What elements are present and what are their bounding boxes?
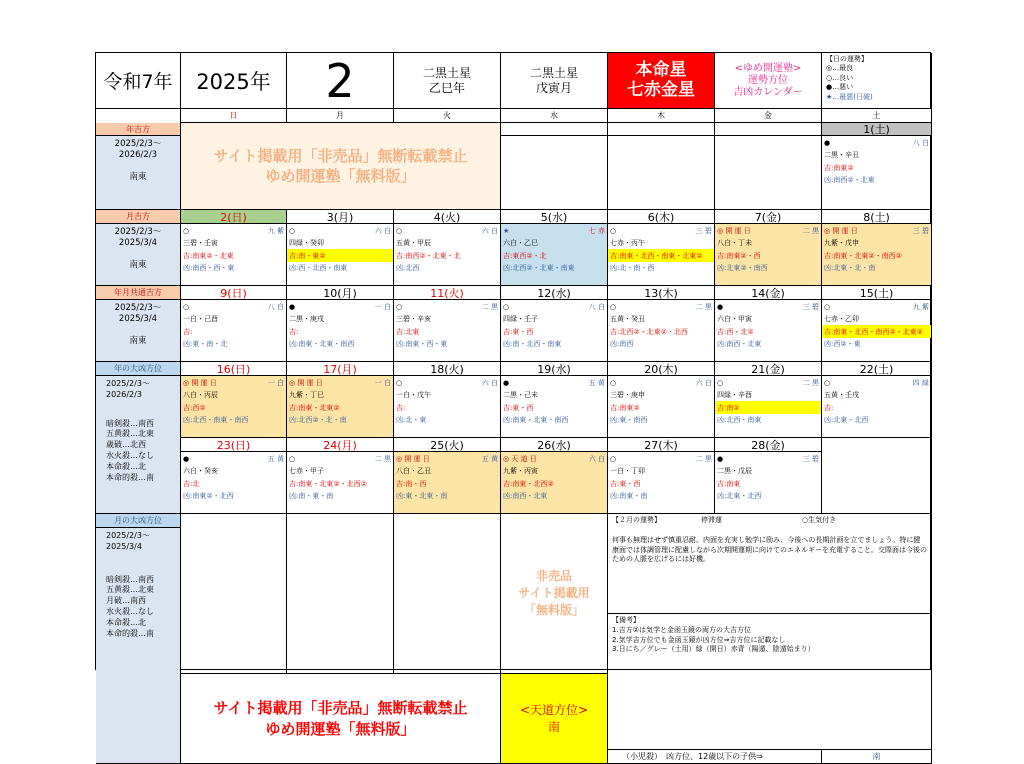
legend: 【日の運勢】 ◎…最良 ○…良い ●…悪い ★…最悪(日破) <box>822 53 932 109</box>
day-header-12: 12(水) <box>501 286 608 300</box>
day-header-25: 25(火) <box>394 438 501 452</box>
day-header-6: 6(木) <box>608 210 715 224</box>
day-header-15: 15(土) <box>822 286 932 300</box>
tsuki-daikyo-side: 2025/2/3～ 2025/3/4 暗剣殺…南西 五黄殺…北東 月破…南西 水火殺…なし 本命殺…北 本命的殺…南 <box>96 528 181 764</box>
day-cell-11[interactable]: ○ 二 黒 三碧・辛亥 吉:北東 凶:南東・西・東 <box>394 300 501 362</box>
nen-daikyo-side: 2025/2/3～ 2026/2/3 暗剣殺…南西 五黄殺…北東 歳破…北西 水火殺…なし 本命殺…北 本命的殺…南 <box>96 376 181 514</box>
day-cell-24[interactable]: ○ 二 黒 七赤・甲子 吉:南東・北東②・北西② 凶:南・東・南 <box>287 452 394 514</box>
nen-kippo-side: 2025/2/3～ 2026/2/3 南東 <box>96 136 181 210</box>
day-header-11: 11(火) <box>394 286 501 300</box>
year-star: 二黒土星 乙巳年 <box>394 53 501 109</box>
day-cell-4[interactable]: ○ 六 白 五黄・甲辰 吉:南西②・北東・北 凶:北西 <box>394 224 501 286</box>
month-star: 二黒土星 戊寅月 <box>501 53 608 109</box>
label-tsuki-kippo: 月吉方 <box>96 210 181 224</box>
tsuki-kippo-side: 2025/2/3～ 2025/3/4 南東 <box>96 224 181 286</box>
day-cell-25[interactable]: ◎ 開 運 日 五 黄 八白・乙丑 吉:南・西 凶:東・北東・南 <box>394 452 501 514</box>
day-cell-10[interactable]: ● 一 白 二黒・庚戌 吉: 凶:南東・北東・南西 <box>287 300 394 362</box>
honmei-star: 本命星 七赤金星 <box>608 53 715 109</box>
yume-title: <ゆめ開運塾> 運勢方位 吉凶カレンダー <box>715 53 822 109</box>
day-cell-21[interactable]: ○ 二 黒 四緑・辛酉 吉:南② 凶:北西・南東 <box>715 376 822 438</box>
day-header-9: 9(日) <box>181 286 287 300</box>
watermark-bottom: サイト掲載用「非売品」無断転載禁止 ゆめ開運塾「無料版」 <box>181 674 501 764</box>
day-cell-20[interactable]: ○ 六 白 三碧・庚申 吉:南東② 凶:東・南西 <box>608 376 715 438</box>
day-cell-6[interactable]: ○ 三 碧 七赤・丙午 吉:南東・北西・南東・北東② 凶:北・南・西 <box>608 224 715 286</box>
day-header-21: 21(金) <box>715 362 822 376</box>
day-cell-26[interactable]: ◎ 天 道 日 六 白 九紫・丙寅 吉:南東・北西② 凶:南西・北東 <box>501 452 608 514</box>
day-cell-5[interactable]: ★ 七 赤 六白・乙巳 吉:東西②・北 凶:北西②・北東・南東 <box>501 224 608 286</box>
day-cell-7[interactable]: ◎ 開 運 日 二 黒 八白・丁未 吉:南東②・西 凶:北東②・南西 <box>715 224 822 286</box>
day-header-24: 24(月) <box>287 438 394 452</box>
day-header-19: 19(水) <box>501 362 608 376</box>
day-cell-28[interactable]: ● 三 碧 二黒・戊辰 吉:南東 凶:北東・北西 <box>715 452 822 514</box>
day-cell-13[interactable]: ○ 二 黒 五黄・癸丑 吉:北西②・北東②・北西 凶:南西 <box>608 300 715 362</box>
day-cell-14[interactable]: ● 三 碧 六白・甲寅 吉:西・北② 凶:南西・北東 <box>715 300 822 362</box>
day-header-28: 28(金) <box>715 438 822 452</box>
day-header-10: 10(月) <box>287 286 394 300</box>
watermark-top: サイト掲載用「非売品」無断転載禁止 ゆめ開運塾「無料版」 <box>181 123 501 210</box>
child-direction: 南 <box>822 750 932 764</box>
weekday-thu: 木 <box>608 109 715 123</box>
day-header-20: 20(木) <box>608 362 715 376</box>
day-header-22: 22(土) <box>822 362 932 376</box>
era-label: 令和7年 <box>96 53 181 109</box>
day-header-8: 8(土) <box>822 210 932 224</box>
day-cell-27[interactable]: ○ 二 黒 一白・丁卯 吉:東・西 凶:南東・南 <box>608 452 715 514</box>
day-header-2: 2(日) <box>181 210 287 224</box>
day-cell-12[interactable]: ○ 八 白 四緑・壬子 吉:東・西 凶:南・北西・南東 <box>501 300 608 362</box>
day-cell-23[interactable]: ● 五 黄 六白・癸亥 吉:北 凶:南東②・北西 <box>181 452 287 514</box>
common-side: 2025/2/3～ 2025/3/4 南東 <box>96 300 181 362</box>
day-header-17: 17(月) <box>287 362 394 376</box>
day-header-23: 23(日) <box>181 438 287 452</box>
day-header-27: 27(木) <box>608 438 715 452</box>
weekday-sat: 土 <box>822 109 932 123</box>
label-tsuki-daikyo: 月の大凶方位 <box>96 514 181 528</box>
label-nen-daikyo: 年の大凶方位 <box>96 362 181 376</box>
day-cell-18[interactable]: ○ 六 白 一白・戊午 吉: 凶:北・東 <box>394 376 501 438</box>
day-header-1: 1(土) <box>822 123 932 136</box>
day-header-26: 26(水) <box>501 438 608 452</box>
day-cell-19[interactable]: ● 五 黄 二黒・己未 吉:東・西 凶:南東・北東・南西 <box>501 376 608 438</box>
weekday-tue: 火 <box>394 109 501 123</box>
weekday-sun: 日 <box>181 109 287 123</box>
day-header-18: 18(火) <box>394 362 501 376</box>
day-header-5: 5(水) <box>501 210 608 224</box>
day-header-7: 7(金) <box>715 210 822 224</box>
day-header-13: 13(木) <box>608 286 715 300</box>
day-cell-22[interactable]: ○ 四 緑 五黄・壬戌 吉: 凶:北東・北西 <box>822 376 932 438</box>
day-cell-17[interactable]: ◎ 開 運 日 一 白 九紫・丁巳 吉:南東・北東② 凶:北西②・北・南 <box>287 376 394 438</box>
year-label: 2025年 <box>181 53 287 109</box>
day-cell-9[interactable]: ○ 八 白 一白・己酉 吉: 凶:東・南・北 <box>181 300 287 362</box>
child-label: （小児殺） 凶方位、12歳以下の子供⇒ <box>608 750 822 764</box>
weekday-wed: 水 <box>501 109 608 123</box>
day-cell-2[interactable]: ○ 九 紫 三碧・壬寅 吉:南東②・北東 凶:南西・西・東 <box>181 224 287 286</box>
day-cell-8[interactable]: ◎ 開 運 日 三 碧 九紫・戊申 吉:南東・北東②・南西② 凶:北東・北・南 <box>822 224 932 286</box>
day-header-16: 16(日) <box>181 362 287 376</box>
label-nen-kippo: 年吉方 <box>96 123 181 136</box>
day-header-4: 4(火) <box>394 210 501 224</box>
day-cell-16[interactable]: ◎ 開 運 日 一 白 八白・丙辰 吉:西② 凶:北西・南東・南西 <box>181 376 287 438</box>
remarks: 【備考】 1.吉方②は気学と金函玉鏡の両方の大吉方位 2.気学吉方位でも金函玉鏡が凶方位⇒吉方位に記載なし 3.日にち／グレー（土用）緑（開日）赤青（陽遁、陰遁始まり） <box>608 614 932 750</box>
day-header-14: 14(金) <box>715 286 822 300</box>
day-cell-3[interactable]: ○ 六 白 四緑・癸卯 吉:南・東② 凶:西・北西・南東 <box>287 224 394 286</box>
calendar-grid <box>95 52 931 761</box>
label-nengetsu: 年月共通吉方 <box>96 286 181 300</box>
weekday-mon: 月 <box>287 109 394 123</box>
month-label: 2 <box>287 53 394 109</box>
watermark-mid: 非売品 サイト掲載用 「無料版」 <box>501 514 608 674</box>
tenou-direction: <天道方位> 南 <box>501 674 608 764</box>
day-header-3: 3(月) <box>287 210 394 224</box>
day-cell-15[interactable]: ○ 九 紫 七赤・乙卯 吉:南東・北西・南西②・北東② 凶:西②・東 <box>822 300 932 362</box>
day-cell-1[interactable]: ● 八 白 二黒・辛丑 吉:南東② 凶:南西②・北東 <box>822 136 932 210</box>
monthly-fortune: 【２月の運勢】 停滞運 ○生気付き 何事も無理はせず慎重忍耐。内面を充実し勉学に励み、今後への長期計画を立てましょう。特に健康面では体調管理に配慮しながら次期開運期に向けてのエネルギーを充電すること。交際面は今後のための人脈を広げるには好機。 <box>608 514 932 614</box>
weekday-fri: 金 <box>715 109 822 123</box>
